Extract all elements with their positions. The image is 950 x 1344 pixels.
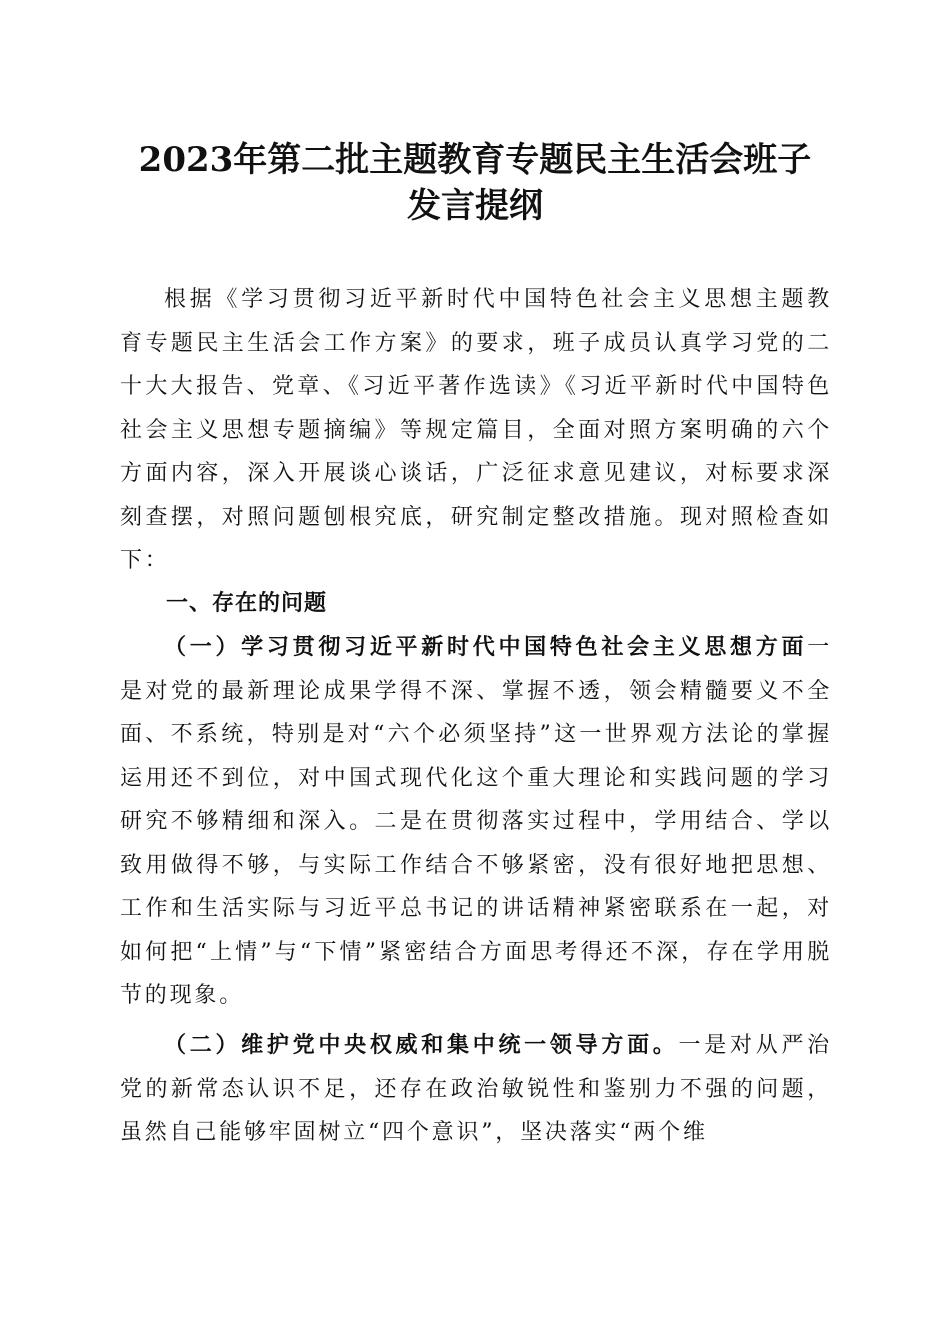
section-heading-problems: 一、存在的问题 bbox=[166, 590, 328, 616]
document-title-line-1: 2023年第二批主题教育专题民主生活会班子 bbox=[138, 140, 812, 180]
subsection-2-paragraph bbox=[120, 1024, 832, 1155]
subsection-1-body: 一是对党的最新理论成果学得不深、掌握不透，领会精髓要义不全面、不系统，特别是对“六个必须坚持”这一世界观方法论的掌握运用还不到位，对中国式现代化这个重大理论和实践问题的学习研究不够精细和深入。二是在贯彻落实过程中，学用结合、学以致用做得不够，与实际工作结合不够紧密，没有很好地把思想、工作和生活实际与习近平总书记的讲话精神紧密联系在一起，对如何把“上情”与“下情”紧密结合方面思考得还不深，存在学用脱节的现象。 bbox=[120, 635, 832, 1008]
subsection-2-heading: （二）维护党中央权威和集中统一领导方面。 bbox=[164, 1032, 679, 1058]
document-title-line-2: 发言提纲 bbox=[407, 186, 543, 226]
intro-paragraph: 根据《学习贯彻习近平新时代中国特色社会主义思想主题教育专题民主生活会工作方案》的要求，班子成员认真学习党的二十大大报告、党章、《习近平著作选读》《习近平新时代中国特色社会主义思想专题摘编》等规定篇目，全面对照方案明确的六个方面内容，深入开展谈心谈话，广泛征求意见建议，对标要求深刻查摆，对照问题刨根究底，研究制定整改措施。现对照检查如下： bbox=[120, 287, 832, 573]
subsection-1-paragraph bbox=[120, 626, 832, 1018]
subsection-1-heading: （一）学习贯彻习近平新时代中国特色社会主义思想方面 bbox=[164, 634, 808, 660]
subsection-2-body: 一是对从严治党的新常态认识不足，还存在政治敏锐性和鉴别力不强的问题，虽然自己能够牢固树立“四个意识”，坚决落实“两个维 bbox=[120, 1033, 832, 1145]
